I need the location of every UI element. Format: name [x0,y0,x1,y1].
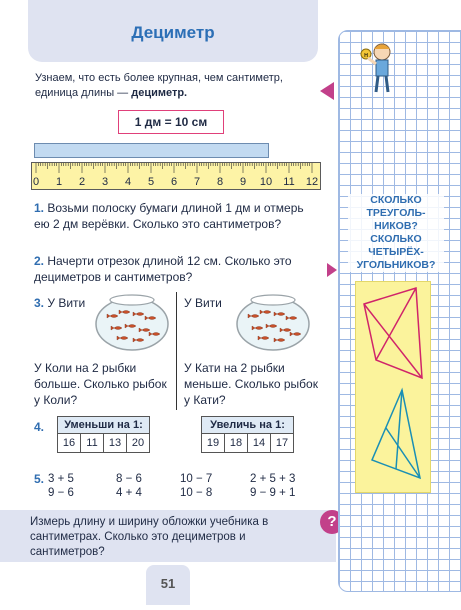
task-1 [34,200,322,232]
task-3-right-label: У Вити [184,296,222,310]
task-2 [34,253,322,285]
decrease-header: Уменьши на 1: [58,417,150,434]
geometric-figures [356,282,430,492]
decrease-table [57,416,150,453]
increase-cell: 18 [225,434,248,453]
intro-text [35,71,318,101]
formula-box: 1 дм = 10 см [118,110,224,134]
intro-bold: дециметр. [131,87,188,99]
task-2-text: Начерти отрезок длиной 12 см. Сколько это дециметров и сантиметров? [34,254,292,284]
ruler-label: 12 [305,176,319,188]
task-5-column [48,472,74,500]
task-1-text: Возьми полоску бумаги длиной 1 дм и отмерь ею 2 дм верёвки. Сколько это сантиметров? [34,201,304,231]
ruler-ticks [32,163,320,189]
fish-bowl-left [92,290,172,357]
task-3-left-label-text: У Вити [47,296,86,310]
intro-body: Узнаем, что есть более крупная, чем сантиметр, единица длины — [35,72,283,99]
ruler-label: 3 [101,176,109,188]
side-question-line: СКОЛЬКО [370,194,422,206]
side-question-line: ТРЕУГОЛЬ- [366,207,426,219]
expression: 4 + 4 [116,487,142,499]
bottom-task-text: Измерь длину и ширину обложки учебника в сантиметрах. Сколько это дециметров и сантиметров? [30,516,269,558]
ruler-label: 7 [193,176,201,188]
svg-text:н: н [364,52,368,59]
ruler-label: 2 [78,176,86,188]
ruler-label: 5 [147,176,155,188]
task-4-number: 4. [34,420,45,434]
increase-table [201,416,294,453]
side-question-line: НИКОВ? [374,220,418,232]
expression: 3 + 5 [48,473,74,485]
task-3-left-label [34,295,85,311]
task-3-right-question: У Кати на 2 рыбки меньше. Сколько рыбок у Кати? [184,361,318,407]
decrease-cell: 13 [104,434,127,453]
figures-card [356,282,430,492]
task-1-number: 1. [34,201,45,215]
fish-bowl-right [233,290,313,357]
side-question [348,194,444,272]
ruler-label: 4 [124,176,132,188]
expression: 9 − 9 + 1 [250,487,296,499]
side-question-line: ЧЕТЫРЁХ- [368,246,424,258]
decrease-cell: 20 [127,434,150,453]
ruler-label: 6 [170,176,178,188]
ruler-label: 11 [283,176,295,188]
ruler-label: 10 [259,176,273,188]
side-question-line: УГОЛЬНИКОВ? [356,259,436,271]
expression: 10 − 8 [180,487,213,499]
task-3-number: 3. [34,296,45,310]
pointer-arrow-icon [320,82,334,100]
question-icon: ? [320,510,344,534]
task-3-left-question: У Коли на 2 рыбки больше. Сколько рыбок у Коли? [34,361,167,407]
expression: 9 − 6 [48,487,74,499]
page-number: 51 [160,576,176,591]
boy-illustration [360,40,400,101]
increase-cell: 14 [248,434,271,453]
increase-cell: 17 [271,434,294,453]
ruler-label: 9 [239,176,247,188]
side-question-line: СКОЛЬКО [370,233,422,245]
ruler-label: 1 [55,176,63,188]
expression: 8 − 6 [116,473,142,485]
task-5-column [180,472,212,500]
increase-header: Увеличь на 1: [202,417,294,434]
decrease-cell: 11 [81,434,104,453]
task-5-column [116,472,142,500]
task-3-divider [176,292,177,410]
task-2-number: 2. [34,254,45,268]
ruler-label: 8 [216,176,224,188]
ruler [31,162,321,190]
page-title: Дециметр [131,23,215,42]
task-5-number: 5. [34,472,45,486]
ruler-label: 0 [32,176,40,188]
paper-strip [34,143,269,158]
expression: 2 + 5 + 3 [250,473,296,485]
expression: 10 − 7 [180,473,213,485]
task-5-column [250,472,295,500]
side-arrow-icon [327,263,337,277]
increase-cell: 19 [202,434,225,453]
decrease-cell: 16 [58,434,81,453]
